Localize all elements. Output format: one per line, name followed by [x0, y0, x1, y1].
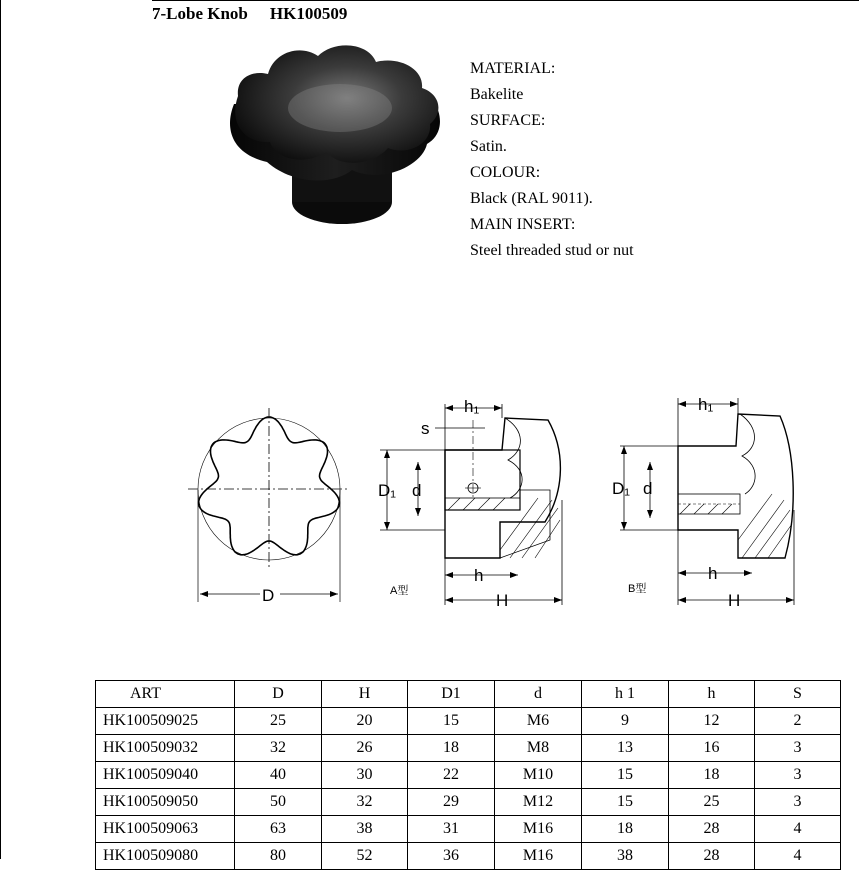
table-cell: 16 — [669, 735, 755, 762]
table-cell: 9 — [582, 708, 669, 735]
label-h1-b: h₁ — [698, 395, 714, 414]
spec-list — [470, 56, 634, 264]
table-cell: M6 — [495, 708, 582, 735]
table-cell: HK100509040 — [96, 762, 235, 789]
table-cell: HK100509063 — [96, 816, 235, 843]
table-cell: 12 — [669, 708, 755, 735]
table-cell: 2 — [755, 708, 841, 735]
top-view — [188, 408, 350, 605]
table-cell: 4 — [755, 843, 841, 870]
table-cell: 20 — [322, 708, 408, 735]
table-cell: 30 — [322, 762, 408, 789]
table-cell: 18 — [582, 816, 669, 843]
table-cell: 15 — [582, 762, 669, 789]
column-header: h — [669, 681, 755, 708]
column-header: D — [235, 681, 322, 708]
table-cell: HK100509025 — [96, 708, 235, 735]
spec-material-label: MATERIAL: — [470, 60, 556, 77]
spec-insert-value: Steel threaded stud or nut — [470, 242, 634, 259]
table-cell: 28 — [669, 816, 755, 843]
table-cell: 32 — [322, 789, 408, 816]
spec-surface-label: SURFACE: — [470, 112, 546, 129]
table-row — [96, 843, 841, 870]
label-h-a: h — [474, 566, 484, 585]
dimension-table — [95, 680, 841, 870]
side-view-a — [378, 397, 562, 610]
table-cell: M8 — [495, 735, 582, 762]
label-s: s — [421, 419, 430, 438]
table-cell: 15 — [408, 708, 495, 735]
table-cell: HK100509080 — [96, 843, 235, 870]
table-cell: 52 — [322, 843, 408, 870]
label-H-b: H — [728, 591, 741, 610]
side-view-b — [612, 395, 794, 610]
spec-insert-label: MAIN INSERT: — [470, 216, 576, 233]
table-row — [96, 789, 841, 816]
table-cell: 25 — [235, 708, 322, 735]
product-name: 7-Lobe Knob — [152, 4, 248, 23]
label-D: D — [262, 586, 275, 605]
spec-material-value: Bakelite — [470, 86, 524, 103]
table-cell: 4 — [755, 816, 841, 843]
label-H-a: H — [496, 591, 509, 610]
table-cell: 3 — [755, 762, 841, 789]
column-header: S — [755, 681, 841, 708]
table-cell: 80 — [235, 843, 322, 870]
table-row — [96, 762, 841, 789]
label-h-b: h — [708, 564, 718, 583]
table-cell: 15 — [582, 789, 669, 816]
table-cell: 18 — [408, 735, 495, 762]
table-cell: 25 — [669, 789, 755, 816]
table-cell: 32 — [235, 735, 322, 762]
table-cell: M12 — [495, 789, 582, 816]
table-row — [96, 735, 841, 762]
table-cell: 38 — [582, 843, 669, 870]
table-cell: 18 — [669, 762, 755, 789]
table-header-row — [96, 681, 841, 708]
page-title — [152, 4, 347, 24]
label-D1-a: D₁ — [378, 481, 397, 500]
product-code: HK100509 — [269, 4, 348, 23]
table-cell: 50 — [235, 789, 322, 816]
spec-surface-value: Satin. — [470, 138, 507, 155]
column-header: D1 — [408, 681, 495, 708]
spec-colour-label: COLOUR: — [470, 164, 541, 181]
table-cell: 28 — [669, 843, 755, 870]
label-type-b: B型 — [628, 583, 647, 595]
table-cell: 29 — [408, 789, 495, 816]
column-header: h 1 — [582, 681, 669, 708]
label-d-a: d — [412, 481, 422, 500]
table-cell: M16 — [495, 816, 582, 843]
column-header: H — [322, 681, 408, 708]
table-cell: M16 — [495, 843, 582, 870]
table-cell: M10 — [495, 762, 582, 789]
table-cell: 13 — [582, 735, 669, 762]
knob-photo — [222, 34, 444, 230]
label-D1-b: D₁ — [612, 479, 631, 498]
label-d-b: d — [643, 479, 653, 498]
table-row — [96, 708, 841, 735]
table-cell: 22 — [408, 762, 495, 789]
table-cell: HK100509032 — [96, 735, 235, 762]
table-cell: 38 — [322, 816, 408, 843]
spec-colour-value: Black (RAL 9011). — [470, 190, 593, 207]
column-header: d — [495, 681, 582, 708]
label-h1-a: h₁ — [464, 397, 480, 416]
table-cell: 40 — [235, 762, 322, 789]
table-cell: 63 — [235, 816, 322, 843]
table-cell: 31 — [408, 816, 495, 843]
table-row — [96, 816, 841, 843]
label-type-a: A型 — [390, 585, 409, 597]
table-cell: 26 — [322, 735, 408, 762]
table-cell: 36 — [408, 843, 495, 870]
top-border — [152, 0, 859, 1]
technical-drawing — [180, 390, 820, 620]
table-cell: 3 — [755, 735, 841, 762]
left-border — [0, 0, 1, 859]
table-cell: 3 — [755, 789, 841, 816]
column-header: ART — [96, 681, 235, 708]
table-cell: HK100509050 — [96, 789, 235, 816]
